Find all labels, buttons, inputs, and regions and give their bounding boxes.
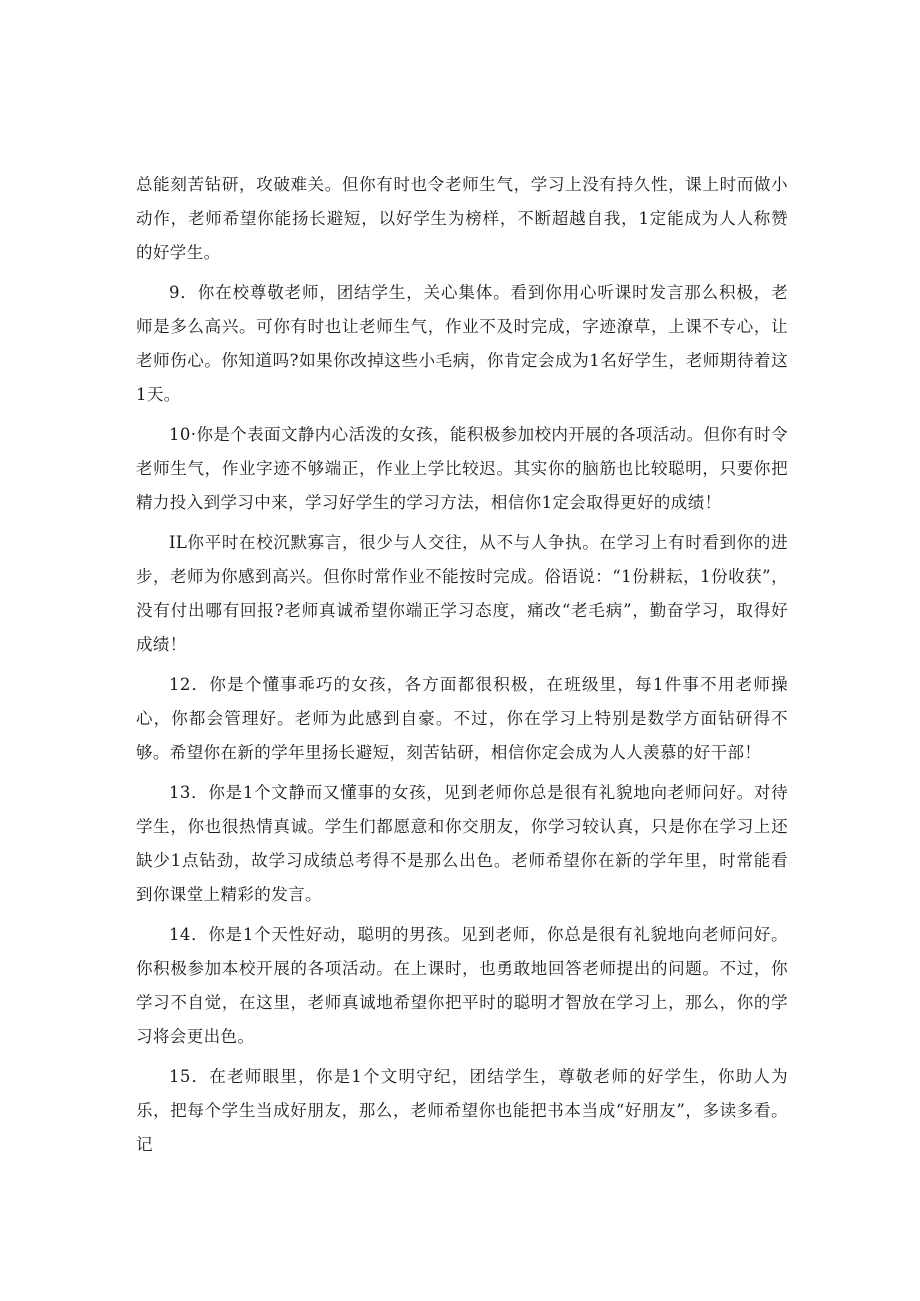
paragraph-continuation: 总能刻苦钻研，攻破难关。但你有时也令老师生气，学习上没有持久性，课上时而做小动作，老师希望你能扬长避短，以好学生为榜样，不断超越自我，1定能成为人人称赞的好学生。: [136, 175, 788, 262]
paragraph-comment-12: 12．你是个懂事乖巧的女孩，各方面都很积极，在班级里，每1件事不用老师操心，你都会管理好。老师为此感到自豪。不过，你在学习上特别是数学方面钻研得不够。希望你在新的学年里扬长避短，刻苦钻研，相信你定会成为人人羡慕的好干部！: [136, 675, 788, 762]
paragraph-comment-11: IL你平时在校沉默寡言，很少与人交往，从不与人争执。在学习上有时看到你的进步，老师为你感到高兴。但你时常作业不能按时完成。俗语说：“1份耕耘，1份收获”，没有付出哪有回报?老师真诚希望你端正学习态度，痛改“老毛病”，勤奋学习，取得好成绩！: [136, 533, 788, 654]
paragraph-comment-14: 14．你是1个天性好动，聪明的男孩。见到老师，你总是很有礼貌地向老师问好。你积极参加本校开展的各项活动。在上课时，也勇敢地回答老师提出的问题。不过，你学习不自觉，在这里，老师真诚地希望你把平时的聪明才智放在学习上，那么，你的学习将会更出色。: [136, 925, 788, 1046]
paragraph-comment-13: 13．你是1个文静而又懂事的女孩，见到老师你总是很有礼貌地向老师问好。对待学生，你也很热情真诚。学生们都愿意和你交朋友，你学习较认真，只是你在学习上还缺少1点钻劲，故学习成绩总考得不是那么出色。老师希望你在新的学年里，时常能看到你课堂上精彩的发言。: [136, 783, 788, 904]
document-body: [136, 168, 788, 1168]
paragraph-comment-15: 15．在老师眼里，你是1个文明守纪，团结学生，尊敬老师的好学生，你助人为乐，把每个学生当成好朋友，那么，老师希望你也能把书本当成“好朋友”，多读多看。记: [136, 1067, 788, 1154]
paragraph-comment-9: 9．你在校尊敬老师，团结学生，关心集体。看到你用心听课时发言那么积极，老师是多么高兴。可你有时也让老师生气，作业不及时完成，字迹潦草，上课不专心，让老师伤心。你知道吗?如果你改掉这些小毛病，你肯定会成为1名好学生，老师期待着这1天。: [136, 283, 788, 404]
paragraph-comment-10: 10·你是个表面文静内心活泼的女孩，能积极参加校内开展的各项活动。但你有时令老师生气，作业字迹不够端正，作业上学比较迟。其实你的脑筋也比较聪明，只要你把精力投入到学习中来，学习好学生的学习方法，相信你1定会取得更好的成绩！: [136, 425, 788, 512]
